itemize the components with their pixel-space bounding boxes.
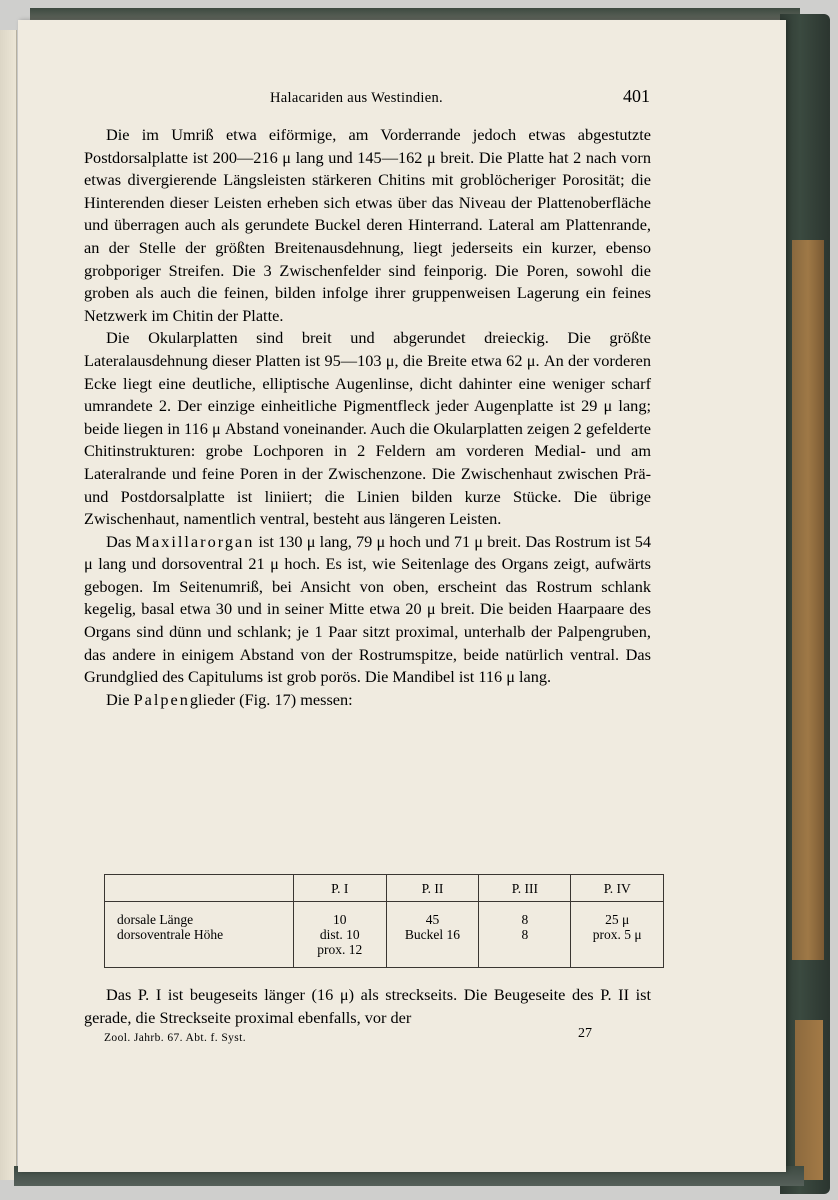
palp-measurement-table [104,874,664,968]
term-palpen: Palpen [133,689,190,709]
body-text [84,124,651,711]
page-number: 401 [623,86,650,106]
row-label: dorsoventrale Höhe [117,927,224,942]
paragraph-postdorsalplatte: Die im Umriß etwa eiförmige, am Vorderrande jedoch etwas abgestutzte Postdorsalplatte ist 200—216 μ lang und 145—162 μ breit. Die Platte hat 2 nach vorn etwas divergierende Längsleisten stärkeren Chitins mit groblöcheriger Porosität; die Hinterenden dieser Leisten erheben sich etwas über das Niveau der Plattenoberfläche und überragen auch als gerundete Buckel deren Hinterrand. Lateral am Plattenrande, an der Stelle der größten Breitenausdehnung, liegt jederseits ein kurzer, ebenso grobporiger Streifen. Die 3 Zwischenfelder sind feinporig. Die Poren, sowohl die groben als auch die feinen, bilden infolge ihrer gruppenweisen Lagerung ein feines Netzwerk im Chitin der Platte. [84,125,651,325]
table-header-row [105,875,664,902]
cell-line: 8 [521,927,529,942]
cell-line: Buckel 16 [404,927,461,942]
table-row-labels [105,902,294,968]
table-header-cell [105,875,294,902]
table-cell-p3 [479,902,571,968]
table-header-cell: P. II [386,875,479,902]
cell-line: prox. 5 μ [592,927,642,942]
table-header-cell: P. IV [571,875,664,902]
cell-line: dist. 10 [319,927,360,942]
table-cell-p1 [293,902,386,968]
footer-journal: Zool. Jahrb. 67. Abt. f. Syst. [104,1032,247,1044]
binding-tape-lower [795,1020,823,1180]
cell-line: 10 [332,912,347,927]
text-rest: ist 130 μ lang, 79 μ hoch und 71 μ breit. Das Rostrum ist 54 μ lang und dorsoventral 21 μ hoch. Es ist, wie Seitenlage des Organs zeigt, aufwärts gebogen. Im Seitenumriß, bei Ansicht von oben, erscheint das Rostrum schlank kegelig, basal etwa 30 und in seiner Mitte etwa 20 μ breit. Die beiden Haarpaare des Organs sind dünn und schlank; je 1 Paar sitzt proximal, unterhalb der Palpengruben, das andere in einigem Abstand von der Rostrumspitze, beide natürlich ventral. Das Grundglied des Capitulums ist grob porös. Die Mandibel ist 116 μ lang. [84,531,651,687]
cell-line: 8 [521,912,529,927]
facing-page-edge [0,30,17,1180]
cell-line: 25 μ [605,912,630,927]
text-lead: Das [106,531,136,551]
binding-tape [792,240,824,960]
footer-signature: 27 [578,1026,592,1041]
text-rest: glieder (Fig. 17) messen: [189,689,353,709]
paragraph-palpenglieder [84,689,651,712]
table-header-cell: P. I [293,875,386,902]
term-maxillarorgan: Maxillarorgan [135,531,255,551]
cell-line: prox. 12 [317,942,363,957]
paragraph-maxillarorgan [84,531,651,689]
paragraph-okularplatten: Die Okularplatten sind breit und abgerundet dreieckig. Die größte Lateralausdehnung dieser Platten ist 95—103 μ, die Breite etwa 62 μ. An der vorderen Ecke liegt eine deutliche, elliptische Augenlinse, dicht dahinter eine weniger scharf umrandete 2. Der einzige einheitliche Pigmentfleck jeder Augenplatte ist 29 μ lang; beide liegen in 116 μ Abstand voneinander. Auch die Okularplatten zeigen 2 gefelderte Chitinstrukturen: grobe Lochporen in 2 Feldern am vorderen Medial- und am Lateralrande und feine Poren in der Zwischenzone. Die Zwischenhaut zwischen Prä- und Postdorsalplatte ist liniiert; die Linien bilden kurze Stücke. Die übrige Zwischenhaut, namentlich ventral, besteht aus längeren Leisten. [84,328,651,529]
table-header-cell: P. III [479,875,571,902]
page-header [270,86,650,110]
table-cell-p4 [571,902,664,968]
body-text-continued [84,984,651,1029]
text-lead: Die [106,689,134,709]
cell-line: 45 [425,912,440,927]
row-label: dorsale Länge [117,912,194,927]
table-row [105,902,664,968]
running-title: Halacariden aus Westindien. [270,90,443,106]
paragraph-p-one: Das P. I ist beugeseits länger (16 μ) als streckseits. Die Beugeseite des P. II ist gerade, die Streckseite proximal ebenfalls, vor der [84,985,651,1027]
table-cell-p2 [386,902,479,968]
